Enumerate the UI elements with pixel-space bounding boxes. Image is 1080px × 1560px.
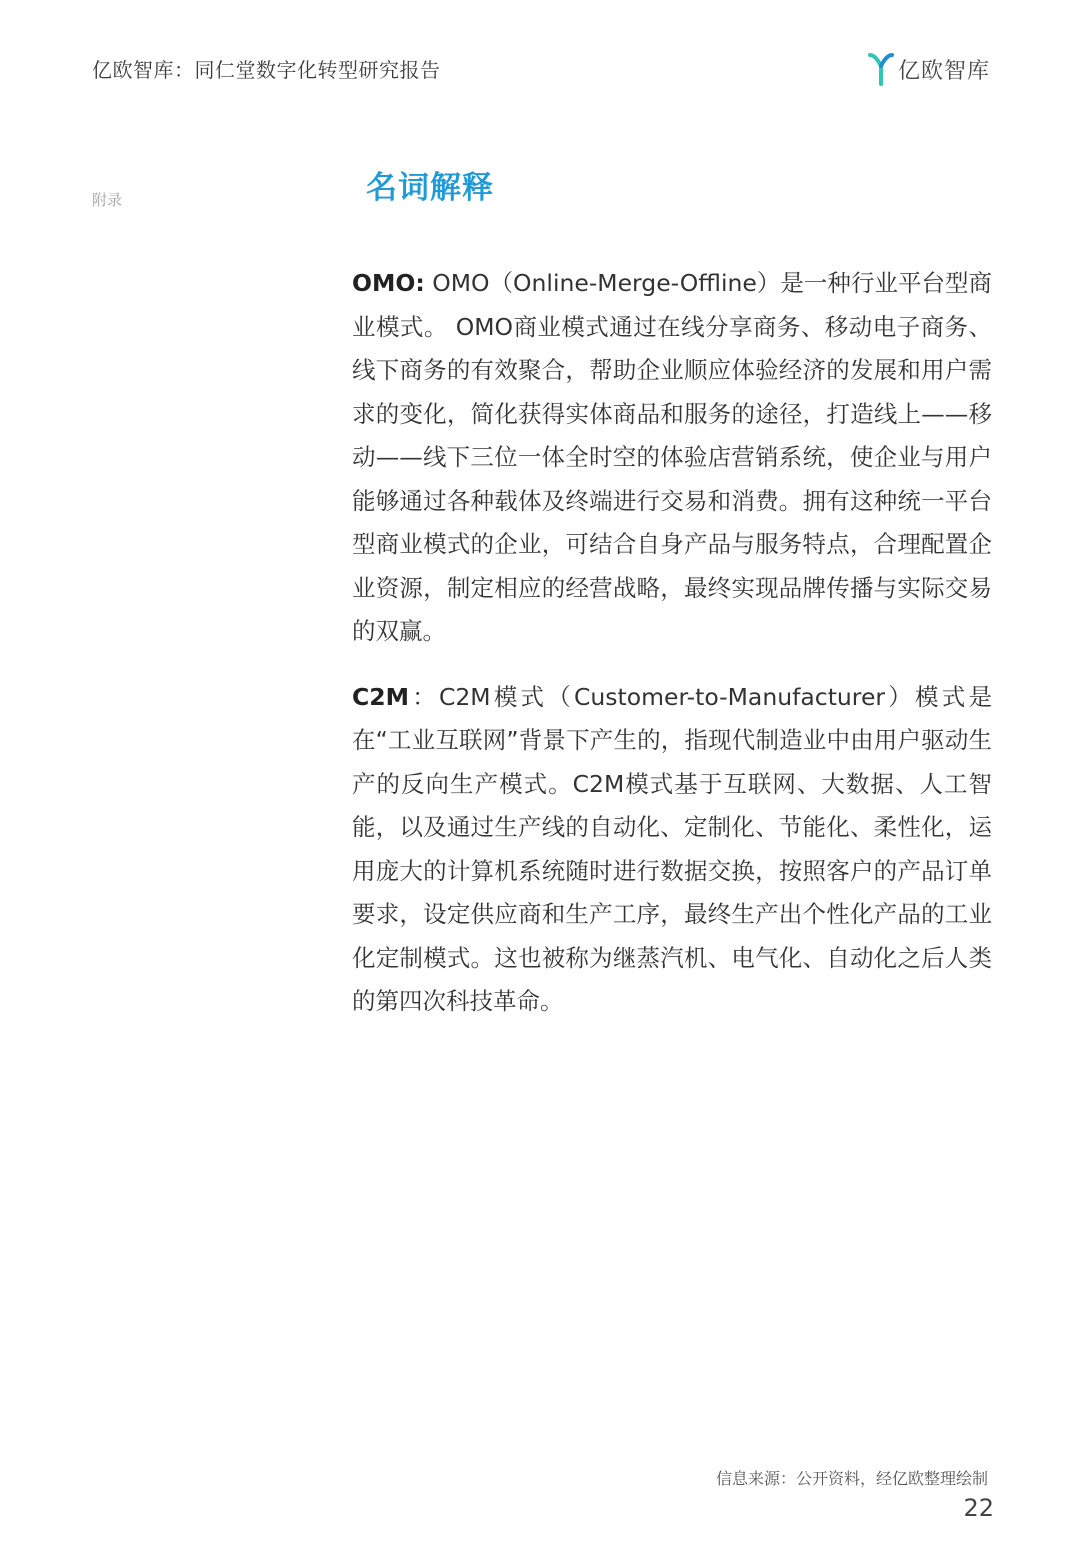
logo-text: 亿欧智库 <box>898 58 991 84</box>
section-label: 附录 <box>92 191 123 209</box>
brand-logo <box>868 52 990 86</box>
source-note: 信息来源：公开资料，经亿欧整理绘制 <box>715 1469 988 1488</box>
report-header-title: 亿欧智库：同仁堂数字化转型研究报告 <box>92 58 441 82</box>
glossary-entry-omo <box>352 262 992 654</box>
glossary-definition: OMO（Online-Merge-Offline）是一种行业平台型商业模式。 OMO商业模式通过在线分享商务、移动电子商务、线下商务的有效聚合，帮助企业顺应体验经济的发展和用户需求的变化，简化获得实体商品和服务的途径，打造线上——移动——线下三位一体全时空的体验店营销系统，使企业与用户能够通过各种载体及终端进行交易和消费。拥有这种统一平台型商业模式的企业，可结合自身产品与服务特点，合理配置企业资源，制定相应的经营战略，最终实现品牌传播与实际交易的双赢。 <box>352 269 992 645</box>
page-number: 22 <box>963 1494 994 1522</box>
glossary-term: C2M <box>352 682 409 711</box>
page-title: 名词解释 <box>366 170 494 206</box>
glossary-content <box>352 262 992 1046</box>
glossary-term: OMO: <box>352 269 425 297</box>
glossary-definition: ：C2M模式（Customer-to-Manufacturer）模式是在“工业互联网”背景下产生的，指现代制造业中由用户驱动生产的反向生产模式。C2M模式基于互联网、大数据、人工智能，以及通过生产线的自动化、定制化、节能化、柔性化，运用庞大的计算机系统随时进行数据交换，按照客户的产品订单要求，设定供应商和生产工序，最终生产出个性化产品的工业化定制模式。这也被称为继蒸汽机、电气化、自动化之后人类的第四次科技革命。 <box>352 682 992 1015</box>
logo-mark-icon <box>868 52 894 86</box>
glossary-entry-c2m <box>352 676 992 1024</box>
